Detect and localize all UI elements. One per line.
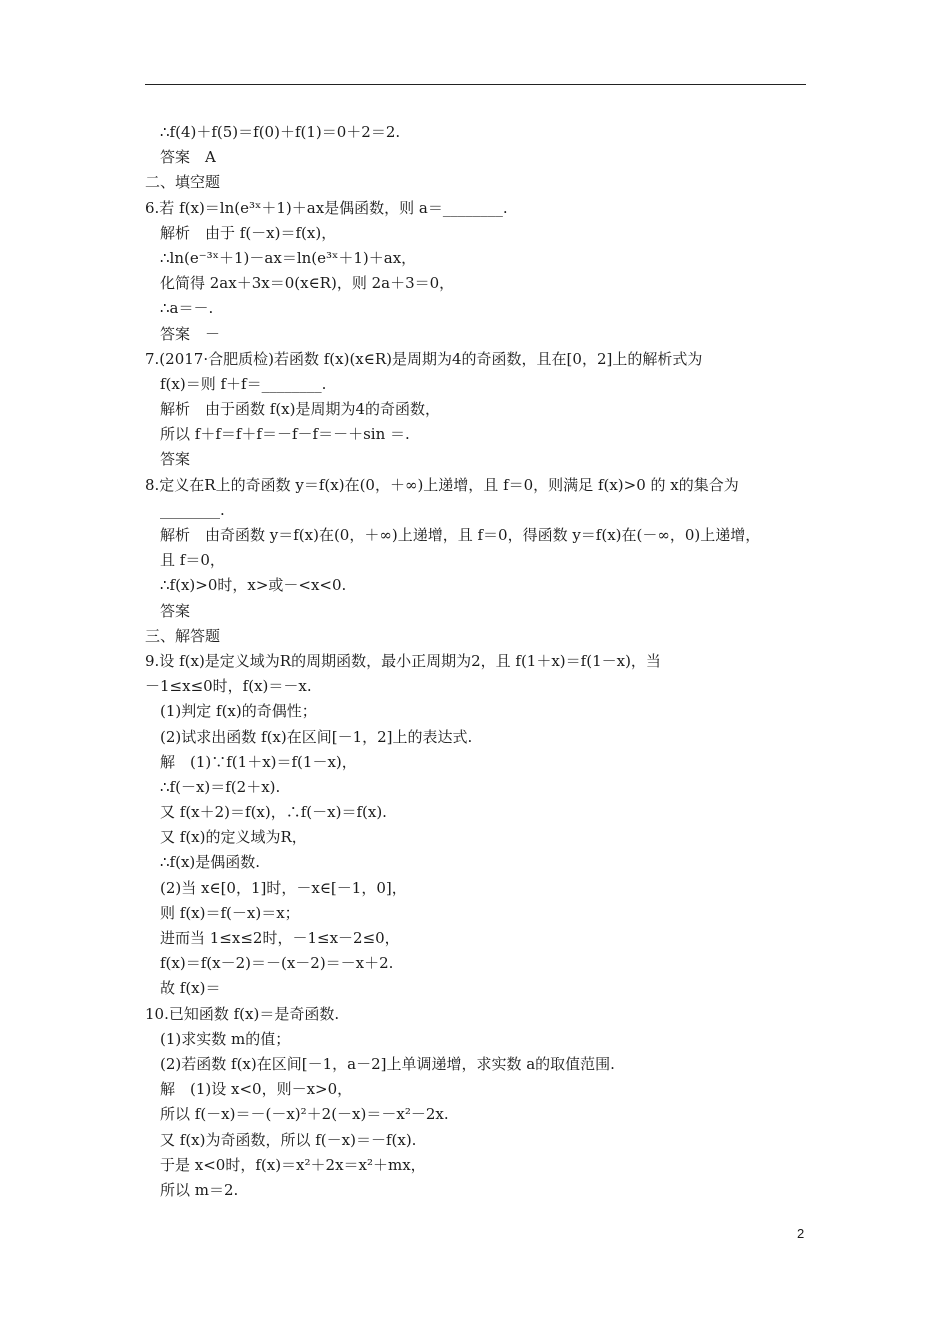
text-line: (1)判定 f(x)的奇偶性； [160,702,317,721]
text-line: 故 f(x)＝ [160,979,221,998]
text-line: ∴a＝－. [160,299,214,318]
text-line: 则 f(x)＝f(－x)＝x； [160,903,300,922]
page-body [145,120,815,1203]
text-line: f(x)＝则 f＋f＝________. [160,374,327,393]
text-line: 解析 由于函数 f(x)是周期为4的奇函数， [160,400,441,419]
text-line: 所以 f(－x)＝－(－x)²＋2(－x)＝－x²－2x. [160,1105,449,1124]
text-line: 二、填空题 [145,173,221,192]
text-line: ∴ln(e⁻³ˣ＋1)－ax＝ln(e³ˣ＋1)＋ax， [160,248,417,267]
text-line: 又 f(x)的定义域为R， [160,828,307,847]
text-line: 答案 － [160,324,221,343]
text-line: 进而当 1≤x≤2时，－1≤x－2≤0， [160,929,400,947]
text-line: 解析 由于 f(－x)＝f(x)， [160,223,337,242]
text-line: 解 (1)设 x<0，则－x>0， [160,1080,353,1099]
text-line: 答案 [160,601,191,620]
text-line: ________. [160,500,225,519]
text-line: 三、解答题 [145,626,221,645]
text-line: 化简得 2ax＋3x＝0(x∈R)，则 2a＋3＝0， [160,274,455,293]
text-line: ∴f(4)＋f(5)＝f(0)＋f(1)＝0＋2＝2. [160,123,401,141]
text-line: 解析 由奇函数 y＝f(x)在(0，＋∞)上递增，且 f＝0，得函数 y＝f(x)在(－∞，0)上递增， [160,526,761,544]
text-line: f(x)＝f(x－2)＝－(x－2)＝－x＋2. [160,954,394,973]
text-line: 答案 A [160,148,216,167]
text-line: 所以 m＝2. [160,1180,239,1199]
text-line: 9.设 f(x)是定义域为R的周期函数，最小正周期为2，且 f(1＋x)＝f(1－x)，当 [145,651,661,670]
text-line: ∴f(x)是偶函数. [160,853,261,872]
text-line: 解 (1)∵f(1＋x)＝f(1－x)， [160,752,357,771]
text-line: 又 f(x)为奇函数，所以 f(－x)＝－f(x). [160,1130,417,1149]
text-line: (1)求实数 m的值； [160,1029,291,1048]
text-line: 7.(2017·合肥质检)若函数 f(x)(x∈R)是周期为4的奇函数，且在[0，2]上的解析式为 [145,349,703,368]
text-line: 10.已知函数 f(x)＝是奇函数. [145,1004,340,1023]
header-rule [145,84,806,85]
text-line: －1≤x≤0时，f(x)＝－x. [145,677,312,696]
text-line: ∴f(－x)＝f(2＋x). [160,777,281,796]
text-line: (2)当 x∈[0，1]时，－x∈[－1，0]， [160,878,407,897]
text-line: 6.若 f(x)＝ln(e³ˣ＋1)＋ax是偶函数，则 a＝________. [145,198,508,217]
text-line: (2)若函数 f(x)在区间[－1，a－2]上单调递增，求实数 a的取值范围. [160,1054,615,1073]
text-line: 且 f＝0， [160,551,225,570]
text-line: ∴f(x)>0时，x>或－<x<0. [160,576,347,595]
text-line: 又 f(x＋2)＝f(x)，∴f(－x)＝f(x). [160,803,387,822]
text-line: 所以 f＋f＝f＋f＝－f－f＝－＋sin ＝. [160,425,410,444]
text-line: (2)试求出函数 f(x)在区间[－1，2]上的表达式. [160,727,473,746]
text-line: 答案 [160,450,191,469]
text-line: 8.定义在R上的奇函数 y＝f(x)在(0，＋∞)上递增，且 f＝0，则满足 f(x)>0 的 x的集合为 [145,475,739,494]
page-number: 2 [797,1226,805,1241]
text-line: 于是 x<0时，f(x)＝x²＋2x＝x²＋mx， [160,1155,426,1174]
